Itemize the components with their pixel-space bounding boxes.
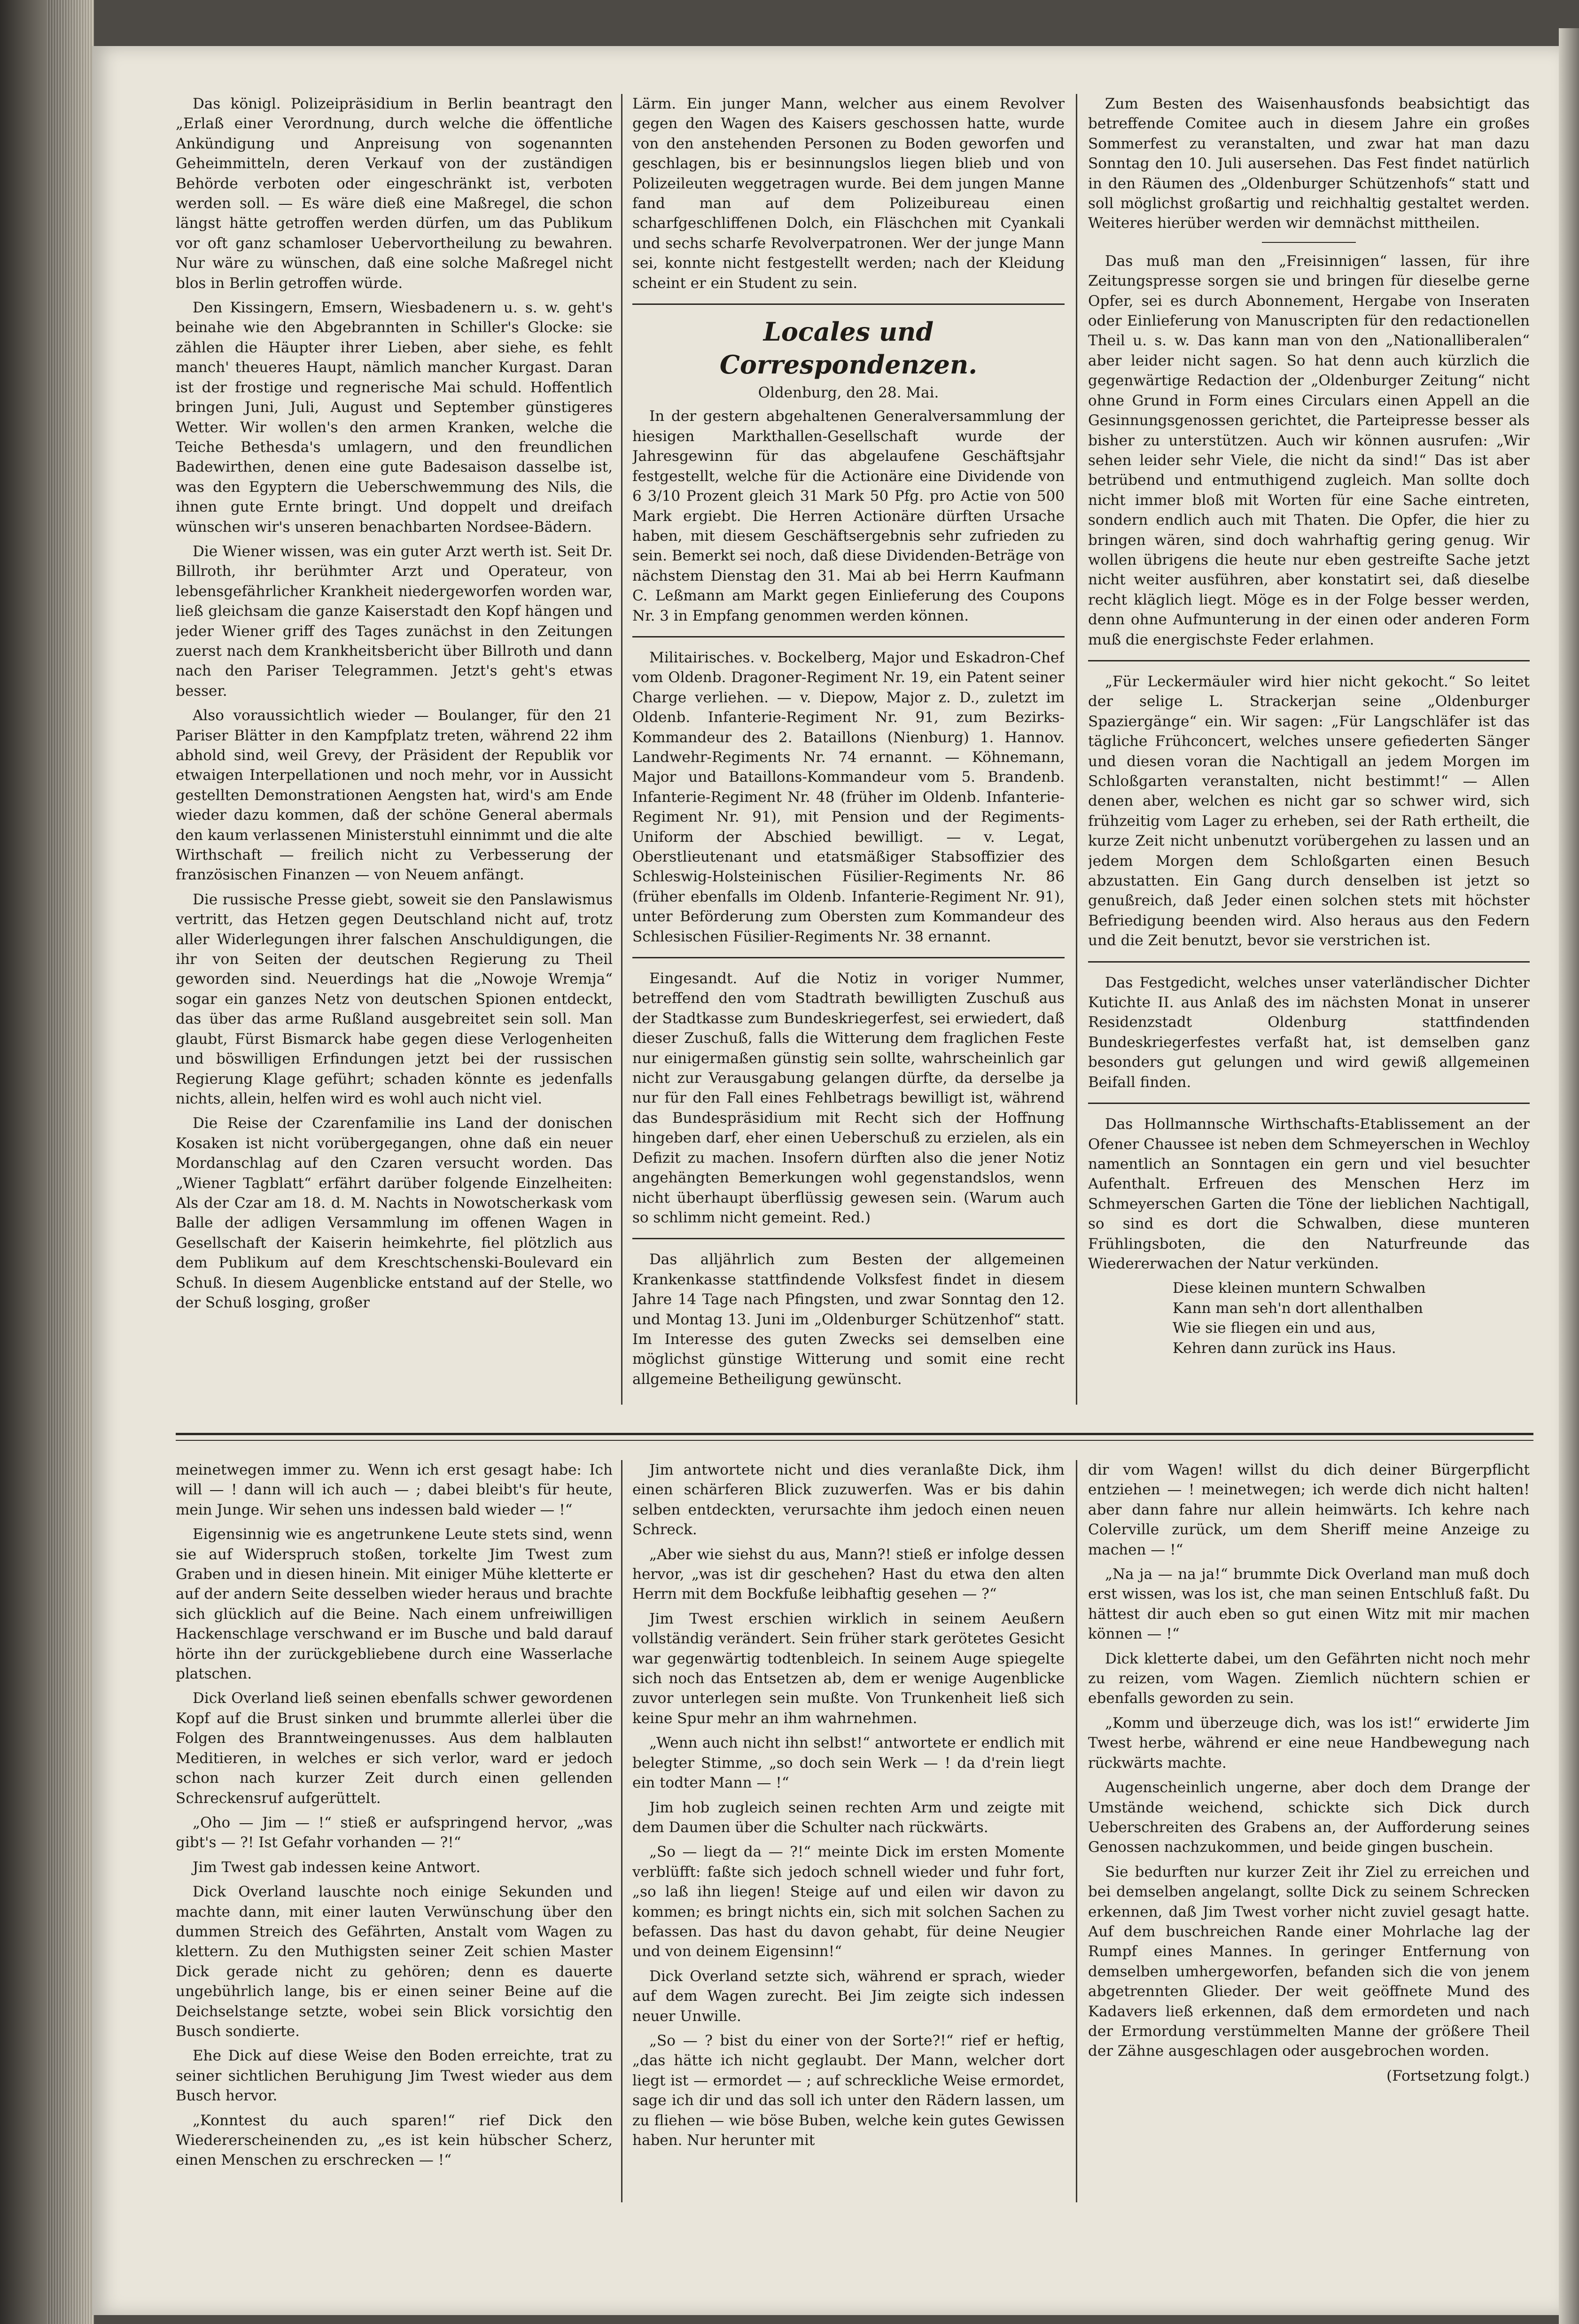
section-divider [1088, 1103, 1530, 1104]
column-rule [1076, 94, 1077, 1405]
section-divider [632, 636, 1065, 637]
story-paragraph: Jim Twest gab indessen keine Antwort. [193, 1858, 481, 1876]
story-paragraph: Jim Twest erschien wirklich in seinem Aeußern vollständig verändert. Sein früher stark gerötetes Gesicht war gegenwärtig todtenbleich. In seinem Auge spiegelte sich noch das Entsetzen ab, dem er wenige Augenblicke zuvor unterlegen sein mußte. Von Trunkenheit ließ sich keine Spur mehr an ihm wahrnehmen. [632, 1610, 1065, 1727]
article-paragraph: Also voraussichtlich wieder — Boulanger, für den 21 Pariser Blätter in den Kampfplatz treten, während 22 ihm abhold sind, weil Grevy, der Präsident der Republik vor etwaigen Interpellationen und noch mehr, vor in Aussicht gestellten Demonstrationen Aengsten hat, wird's am Ende wieder dazu kommen, daß der schöne General abermals den kaum verlassenen Ministerstuhl einnimmt und die alte Wirthschaft — freilich nicht zu Verbesserung der französischen Finanzen — von Neuem anfängt. [176, 707, 613, 884]
story-paragraph: Dick kletterte dabei, um den Gefährten nicht noch mehr zu reizen, vom Wagen. Ziemlich nüchtern schien er ebenfalls geworden zu sein. [1088, 1650, 1530, 1707]
story-paragraph: Augenscheinlich ungerne, aber doch dem Drange der Umstände weichend, schickte sich Dick durch Ueberschreiten des Grabens an, der Aufforderung seines Genossen nachzukommen, und beide gingen buschein. [1088, 1779, 1530, 1856]
article-paragraph: Eingesandt. Auf die Notiz in voriger Nummer, betreffend den vom Stadtrath bewilligten Zuschuß aus der Stadtkasse zum Bundeskriegerfest, sei erwiedert, daß dieser Zuschuß, falls die Witterung dem fraglichen Feste nur einigermaßen günstig sein sollte, wahrscheinlich gar nicht zur Verausgabung gelangen dürfte, da derselbe ja nur für den Fall eines Fehlbetrags bewilligt ist, während das Bundespräsidium mit Recht sich der Hoffnung hingeben darf, eher einen Ueberschuß zu erzielen, als ein Defizit zu machen. Insofern dürften also die jener Notiz angehängten Bemerkungen wohl gegenstandslos, wenn nicht überhaupt überflüssig gewesen sein. (Warum auch so schlimm nicht gemeint. Red.) [632, 970, 1065, 1226]
top-column-2 [632, 94, 1065, 1395]
story-paragraph: Eigensinnig wie es angetrunkene Leute stets sind, wenn sie auf Widerspruch stoßen, torkelte Jim Twest zum Graben und in diesen hinein. Mit einiger Mühe kletterte er auf der andern Seite desselben wieder heraus und brachte sich glücklich auf die Beine. Nach einem unfreiwilligen Hackenschlage verschwand er im Busche und bald darauf hörte ihn der zurückgebliebene durch eine Wasserlache platschen. [176, 1526, 613, 1683]
feuilleton-column-3 [1088, 1460, 1530, 2193]
article-paragraph: Die Wiener wissen, was ein guter Arzt werth ist. Seit Dr. Billroth, ihr berühmter Arzt und Operateur, von lebensgefährlicher Krankheit niedergeworfen worden war, ließ gleichsam die ganze Kaiserstadt den Kopf hängen und jeder Wiener griff des Tages zunächst in den Zeitungen zuerst nach dem Krankheitsbericht über Billroth und dann nach den Pariser Telegrammen. Jetzt's geht's etwas besser. [176, 543, 613, 700]
section-heading: Locales und Correspondenzen. [719, 317, 978, 380]
story-paragraph: „Na ja — na ja!“ brummte Dick Overland man muß doch erst wissen, was los ist, che man seinen Entschluß faßt. Du hättest dir auch eben so gut einen Witz mit mir machen können — !“ [1088, 1566, 1530, 1643]
story-paragraph: „Konntest du auch sparen!“ rief Dick den Wiedererscheinenden zu, „es ist kein hübscher Scherz, einen Menschen zu erschrecken — !“ [176, 2112, 613, 2169]
article-paragraph: „Für Leckermäuler wird hier nicht gekocht.“ So leitet der selige L. Strackerjan seine „Oldenburger Spaziergänge“ ein. Wir sagen: „Für Langschläfer ist das tägliche Frühconcert, welches unsere gefiederten Sänger und diesen voran die Nachtigall an jedem Morgen im Schloßgarten veranstalten, nicht bestimmt!“ — Allen denen aber, welchen es nicht gar so schwer wird, sich frühzeitig vom Lager zu erheben, sei der Rath ertheilt, die kurze Zeit nicht unbenutzt vorübergehen zu lassen und an jedem Morgen dem Schloßgarten einen Besuch abzustatten. Ein Gang durch denselben ist jetzt so genußreich, daß Jeder einen solchen stets mit höchster Befriedigung beenden wird. Also heraus aus den Federn und die Zeit benutzt, bevor sie verstrichen ist. [1088, 673, 1530, 949]
feuilleton-column-1 [176, 1460, 613, 2193]
story-paragraph: „Wenn auch nicht ihn selbst!“ antwortete er endlich mit belegter Stimme, „so doch sein Werk — ! da d'rein liegt ein todter Mann — !“ [632, 1734, 1065, 1792]
section-divider [1088, 660, 1530, 661]
story-paragraph: Dick Overland lauschte noch einige Sekunden und machte dann, mit einer lauten Verwünschung über den dummen Streich des Gefährten, Anstalt vom Wagen zu klettern. Zu den Muthigsten seiner Zeit schien Master Dick gerade nicht zu gehören; denn es dauerte ungebührlich lange, bis er einen seiner Beine auf die Deichselstange setzte, wobei sein Blick vorsichtig den Busch sondierte. [176, 1883, 613, 2040]
story-paragraph: „Oho — Jim — !“ stieß er aufspringend hervor, „was gibt's — ?! Ist Gefahr vorhanden — ?!“ [176, 1814, 613, 1851]
article-paragraph: Das alljährlich zum Besten der allgemeinen Krankenkasse stattfindende Volksfest findet in diesem Jahre 14 Tage nach Pfingsten, und zwar Sonntag den 12. und Montag 13. Juni im „Oldenburger Schützenhof“ statt. Im Interesse des guten Zwecks sei demselben eine möglichst günstige Witterung und somit eine recht allgemeine Betheiligung gewünscht. [632, 1251, 1065, 1388]
feuilleton-rule [176, 1433, 1533, 1441]
story-paragraph: Ehe Dick auf diese Weise den Boden erreichte, trat zu seiner sichtlichen Beruhigung Jim Twest wieder aus dem Busch hervor. [176, 2047, 613, 2105]
column-rule [621, 1460, 622, 2202]
story-paragraph: Sie bedurften nur kurzer Zeit ihr Ziel zu erreichen und bei demselben angelangt, sollte Dick zu seinem Schrecken erkennen, daß Jim Twest vorher nicht zuviel gesagt hatte. Auf dem buschreichen Rande einer Mohrlache lag der Rumpf eines Mannes. In geringer Entfernung von demselben umhergeworfen, befanden sich die von jenem abgetrennten Glieder. Der weit geöffnete Mund des Kadavers ließ erkennen, daß dem ermordeten und nach der Ermordung verstümmelten Manne der größere Theil der Zähne ausgeschlagen oder ausgebrochen worden. [1088, 1863, 1530, 2060]
article-paragraph: Zum Besten des Waisenhausfonds beabsichtigt das betreffende Comitee auch in diesem Jahre ein großes Sommerfest zu veranstalten, und zwar hat man dazu Sonntag den 10. Juli ausersehen. Das Fest findet natürlich in den Räumen des „Oldenburger Schützenhofs“ statt und soll möglichst großartig und reichhaltig gestaltet werden. Weiteres hierüber werden wir demnächst mittheilen. [1088, 95, 1530, 232]
story-paragraph: Jim hob zugleich seinen rechten Arm und zeigte mit dem Daumen über die Schulter nach rückwärts. [632, 1799, 1065, 1836]
article-paragraph: Das muß man den „Freisinnigen“ lassen, für ihre Zeitungspresse sorgen sie und bringen für dieselbe gerne Opfer, sei es durch Abonnement, Hergabe von Inseraten oder Einlieferung von Manuscripten für den redactionellen Theil u. s. w. Das kann man von den „Nationalliberalen“ aber leider nicht sagen. So hat denn auch kürzlich die gegenwärtige Redaction der „Oldenburger Zeitung“ nicht ohne Grund in Form eines Circulars einen Appell an die Gesinnungsgenossen gerichtet, die Parteipresse besser als bisher zu unterstützen. Auch wir können ausrufen: „Wir sehen leider sehr Viele, die nicht da sind!“ Das ist aber betrübend und entmuthigend zugleich. Man sollte doch nicht immer bloß mit Worten für eine Sache eintreten, sondern endlich auch mit Thaten. Die Opfer, die hier zu bringen wären, sind doch wahrhaftig gering genug. Wir wollen übrigens die heute nur eben gestreifte Sache jetzt nicht weiter ausführen, aber konstatirt sei, daß dieselbe recht kläglich liegt. Möge es in der Folge besser werden, denn ohne Aufmunterung in der einen oder anderen Form muß die energischste Feder erlahmen. [1088, 252, 1530, 648]
section-divider [632, 1238, 1065, 1239]
story-paragraph: „So — liegt da — ?!“ meinte Dick im ersten Momente verblüfft: faßte sich jedoch schnell wieder und fuhr fort, „so laß ihn liegen! Steige auf und eilen wir davon zu kommen; es bringt nichts ein, sich mit solchen Sachen zu befassen. Das hast du davon gehabt, für deine Neugier und von deinem Eigensinn!“ [632, 1843, 1065, 1960]
story-paragraph: „Aber wie siehst du aus, Mann?! stieß er infolge dessen hervor, „was ist dir geschehen? Hast du etwa den alten Herrn mit dem Bockfuße leibhaftig gesehen — ?“ [632, 1546, 1065, 1603]
continuation-note: (Fortsetzung folgt.) [1386, 2067, 1530, 2084]
book-binding [0, 0, 94, 2324]
story-paragraph: meinetwegen immer zu. Wenn ich erst gesagt habe: Ich will — ! dann will ich auch — ; dabei bleibt's für heute, mein Junge. Wir sehen uns indessen bald wieder — !“ [176, 1461, 613, 1518]
column-rule [621, 94, 622, 1405]
article-paragraph: Das Hollmannsche Wirthschafts-Etablissement an der Ofener Chaussee ist neben dem Schmeyerschen in Wechloy namentlich an Sonntagen ein gern und viel besuchter Aufenthalt. Erfreuen des Menschen Herz im Schmeyerschen Garten die Töne der lieblichen Nachtigall, so sind es dort die Schwalben, diese munteren Frühlingsboten, die den Naturfreunde das Wiedererwachen der Natur verkünden. [1088, 1116, 1530, 1272]
feuilleton-column-2 [632, 1460, 1065, 2193]
poem-line: Kehren dann zurück ins Haus. [1173, 1339, 1396, 1357]
column-rule [1076, 1460, 1077, 2202]
poem [1088, 1278, 1530, 1358]
article-paragraph: Militairisches. v. Bockelberg, Major und Eskadron-Chef vom Oldenb. Dragoner-Regiment Nr. 19, ein Patent seiner Charge verliehen. — v. Diepow, Major z. D., zuletzt im Oldenb. Infanterie-Regiment Nr. 91, zum Bezirks-Kommandeur des 2. Bataillons (Nienburg) 1. Hannov. Landwehr-Regiments Nr. 74 ernannt. — Köhnemann, Major und Bataillons-Kommandeur vom 5. Brandenb. Infanterie-Regiment Nr. 48 (früher im Oldenb. Infanterie-Regiment Nr. 91), mit Pension und der Regiments-Uniform der Abschied bewilligt. — v. Legat, Oberstlieutenant und etatsmäßiger Stabsoffizier des Schleswig-Holsteinischen Füsilier-Regiments Nr. 86 (früher ebenfalls im Oldenb. Infanterie-Regiment Nr. 91), unter Beförderung zum Obersten zum Kommandeur des Schlesischen Füsilier-Regiments Nr. 38 ernannt. [632, 649, 1065, 945]
top-column-3 [1088, 94, 1530, 1395]
story-paragraph: Jim antwortete nicht und dies veranlaßte Dick, ihm einen schärferen Blick zuzuwerfen. Was er bis dahin selben entdeckten, verursachte ihm jedoch einen neuen Schreck. [632, 1461, 1065, 1539]
poem-line: Kann man seh'n dort allenthalben [1173, 1299, 1423, 1317]
article-paragraph: Das königl. Polizeipräsidium in Berlin beantragt den „Erlaß einer Verordnung, durch welche die öffentliche Ankündigung und Anpreisung von sogenannten Geheimmitteln, deren Verkauf von der zuständigen Behörde verboten oder eingeschränkt ist, verboten werden soll. — Es wäre dieß eine Maßregel, die schon längst hätte getroffen werden dürfen, um das Publikum vor oft ganz schamloser Uebervortheilung zu bewahren. Nur wäre zu wünschen, daß eine solche Maßregel nicht blos in Berlin getroffen würde. [176, 95, 613, 292]
story-paragraph: Dick Overland ließ seinen ebenfalls schwer gewordenen Kopf auf die Brust sinken und brummte allerlei über die Folgen des Branntweingenusses. Aus dem halblauten Meditieren, in welches er sich verlor, ward er jedoch schon nach kurzer Zeit durch einen gellenden Schreckensruf aufgerüttelt. [176, 1690, 613, 1807]
story-paragraph: „So — ? bist du einer von der Sorte?!“ rief er heftig, „das hätte ich nicht geglaubt. Der Mann, welcher dort liegt ist — ermordet — ; auf schreckliche Weise ermordet, sage ich dir und das soll ich unter den Rädern lassen, um zu fliehen — wie böse Buben, welche kein gutes Gewissen haben. Nur herunter mit [632, 2032, 1065, 2149]
dateline: Oldenburg, den 28. Mai. [758, 384, 939, 402]
story-paragraph: dir vom Wagen! willst du dich deiner Bürgerpflicht entziehen — ! meinetwegen; ich werde dich nicht halten! aber dann fahre nur allein heimwärts. Ich kehre nach Colerville zurück, um dem Sheriff meine Anzeige zu machen — !“ [1088, 1461, 1530, 1558]
top-column-1 [176, 94, 613, 1395]
section-divider [632, 303, 1065, 305]
story-paragraph: Dick Overland setzte sich, während er sprach, wieder auf dem Wagen zurecht. Bei Jim zeigte sich indessen neuer Unwille. [632, 1967, 1065, 2025]
article-paragraph: In der gestern abgehaltenen Generalversammlung der hiesigen Markthallen-Gesellschaft wurde der Jahresgewinn für das abgelaufene Geschäftsjahr festgestellt, welche für die Actionäre eine Dividende von 6 3/10 Prozent gleich 31 Mark 50 Pfg. pro Actie von 500 Mark ergiebt. Die Herren Actionäre dürften Ursache haben, mit diesem Geschäftsergebnis sehr zufrieden zu sein. Bemerkt sei noch, daß diese Dividenden-Beträge von nächstem Dienstag den 31. Mai ab bei Herrn Kaufmann C. Leßmann am Markt gegen Einlieferung des Coupons Nr. 3 in Empfang genommen werden können. [632, 408, 1065, 624]
poem-line: Diese kleinen muntern Schwalben [1173, 1280, 1426, 1297]
section-divider [1088, 961, 1530, 963]
article-paragraph: Das Festgedicht, welches unser vaterländischer Dichter Kutichte II. aus Anlaß des im nächsten Monat in unserer Residenzstadt Oldenburg stattfindenden Bundeskriegerfestes verfaßt hat, ist demselben ganz besonders gut gelungen und wird gewiß allgemeinen Beifall finden. [1088, 974, 1530, 1091]
article-paragraph: Die russische Presse giebt, soweit sie den Panslawismus vertritt, das Hetzen gegen Deutschland nicht auf, trotz aller Widerlegungen ihrer falschen Anschuldigungen, die ihr von Seiten der deutschen Regierung zu Theil geworden sind. Neuerdings hat die „Nowoje Wremja“ sogar ein ganzes Netz von deutschen Spionen entdeckt, das über das arme Rußland ausgebreitet sein soll. Man glaubt, Fürst Bismarck habe gegen diese Verlogenheiten und böswilligen Erfindungen jetzt bei der russischen Regierung Klage geführt; schaden könnte es jedenfalls nichts, allein, helfen wird es wohl auch nicht viel. [176, 891, 613, 1107]
article-paragraph: Die Reise der Czarenfamilie ins Land der donischen Kosaken ist nicht vorübergegangen, ohne daß ein neuer Mordanschlag auf den Czaren versucht worden. Das „Wiener Tagblatt“ erfährt darüber folgende Einzelheiten: Als der Czar am 18. d. M. Nachts in Nowotscherkask vom Balle der adligen Versammlung im offenen Wagen in Gesellschaft der Kaiserin heimkehrte, fiel plötzlich aus dem Publikum auf dem Kreschtschenski-Boulevard ein Schuß. In diesem Augenblicke entstand auf der Stelle, wo der Schuß losging, großer [176, 1115, 613, 1311]
poem-line: Wie sie fliegen ein und aus, [1173, 1320, 1376, 1337]
article-paragraph: Den Kissingern, Emsern, Wiesbadenern u. s. w. geht's beinahe wie den Abgebrannten in Schiller's Glocke: sie zählen die Häupter ihrer Lieben, aber siehe, es fehlt manch' theueres Haupt, nämlich mancher Kurgast. Daran ist der frostige und regnerische Mai schuld. Hoffentlich bringen Juni, Juli, August und September günstigeres Wetter. Wir wollen's den armen Kranken, welche die Teiche Bethesda's umlagern, und den freundlichen Badewirthen, denen eine gute Badesaison dasselbe ist, was den Egyptern die Ueberschwemmung des Nils, die ihnen gute Ernte bringt. Und doppelt und dreifach wünschen wir's unseren benachbarten Nordsee-Bädern. [176, 299, 613, 536]
page-edge [1559, 28, 1579, 2324]
section-divider [632, 957, 1065, 958]
short-divider [1262, 242, 1356, 243]
story-paragraph: „Komm und überzeuge dich, was los ist!“ erwiderte Jim Twest herbe, während er eine neue Handbewegung nach rückwärts machte. [1088, 1714, 1530, 1772]
article-paragraph: Lärm. Ein junger Mann, welcher aus einem Revolver gegen den Wagen des Kaisers geschossen hatte, wurde von den anstehenden Personen zu Boden geworfen und geschlagen, bis er besinnungslos liegen blieb und von Polizeileuten weggetragen wurde. Bei dem jungen Manne fand man auf dem Polizeibureau einen scharfgeschliffenen Dolch, ein Fläschchen mit Cyankali und sechs scharfe Revolverpatronen. Wer der junge Mann sei, konnte nicht festgestellt werden; nach der Kleidung scheint er ein Student zu sein. [632, 95, 1065, 292]
